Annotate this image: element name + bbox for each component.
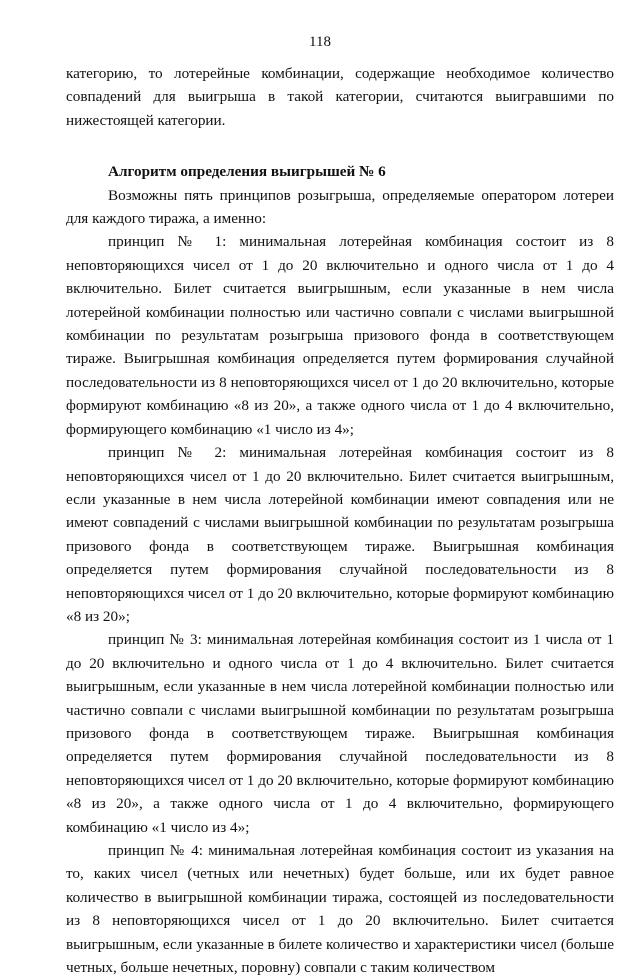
- principle-2: принцип № 2: минимальная лотерейная комбинация состоит из 8 неповторяющихся чисел от 1 до 20 включительно. Билет считается выигрышным, если указанные в нем числа лотерейной комбинации имеют совпадения или не имеют совпадений с числами выигрышной комбинации по результатам розыгрыша призового фонда в соответствующем тираже. Выигрышная комбинация определяется путем формирования случайной последовательности из 8 неповторяющихся чисел от 1 до 20 включительно, которые формируют комбинацию «8 из 20»;: [66, 444, 614, 625]
- section-heading: Алгоритм определения выигрышей № 6: [108, 163, 386, 181]
- lead-paragraph: Возможны пять принципов розыгрыша, определяемые оператором лотереи для каждого тиража, а именно:: [66, 186, 614, 228]
- principle-3: принцип № 3: минимальная лотерейная комбинация состоит из 1 числа от 1 до 20 включительно и одного числа от 1 до 4 включительно. Билет считается выигрышным, если указанные в нем числа лотерейной комбинации полностью или частично совпали с числами выигрышной комбинации по результатам розыгрыша призового фонда в соответствующем тираже. Выигрышная комбинация определяется путем формирования случайной последовательности из 8 неповторяющихся чисел от 1 до 20 включительно, которые формируют комбинацию «8 из 20», а также одного числа от 1 до 4 включительно, формирующего комбинацию «1 число из 4»;: [66, 631, 614, 836]
- principle-4: принцип № 4: минимальная лотерейная комбинация состоит из указания на то, каких чисел (четных или нечетных) будет больше, или их будет равное количество в выигрышной комбинации тиража, состоящей из последовательности из 8 неповторяющихся чисел от 1 до 20 включительно. Билет считается выигрышным, если указанные в билете количество и характеристики чисел (больше четных, больше нечетных, поровну) совпали с таким количеством: [66, 842, 614, 977]
- paragraph-gap: [66, 132, 614, 160]
- page-number: 118: [309, 34, 331, 50]
- principle-1: принцип № 1: минимальная лотерейная комбинация состоит из 8 неповторяющихся чисел от 1 до 20 включительно и одного числа от 1 до 4 включительно. Билет считается выигрышным, если указанные в нем числа лотерейной комбинации полностью или частично совпали с числами выигрышной комбинации по результатам розыгрыша призового фонда в соответствующем тираже. Выигрышная комбинация определяется путем формирования случайной последовательности из 8 неповторяющихся чисел от 1 до 20 включительно, которые формируют комбинацию «8 из 20», а также одного числа от 1 до 4 включительно, формирующего комбинацию «1 число из 4»;: [66, 233, 614, 438]
- intro-paragraph: категорию, то лотерейные комбинации, содержащие необходимое количество совпадений для выигрыша в такой категории, считаются выигравшими по нижестоящей категории.: [66, 65, 614, 129]
- document-body: [66, 62, 614, 979]
